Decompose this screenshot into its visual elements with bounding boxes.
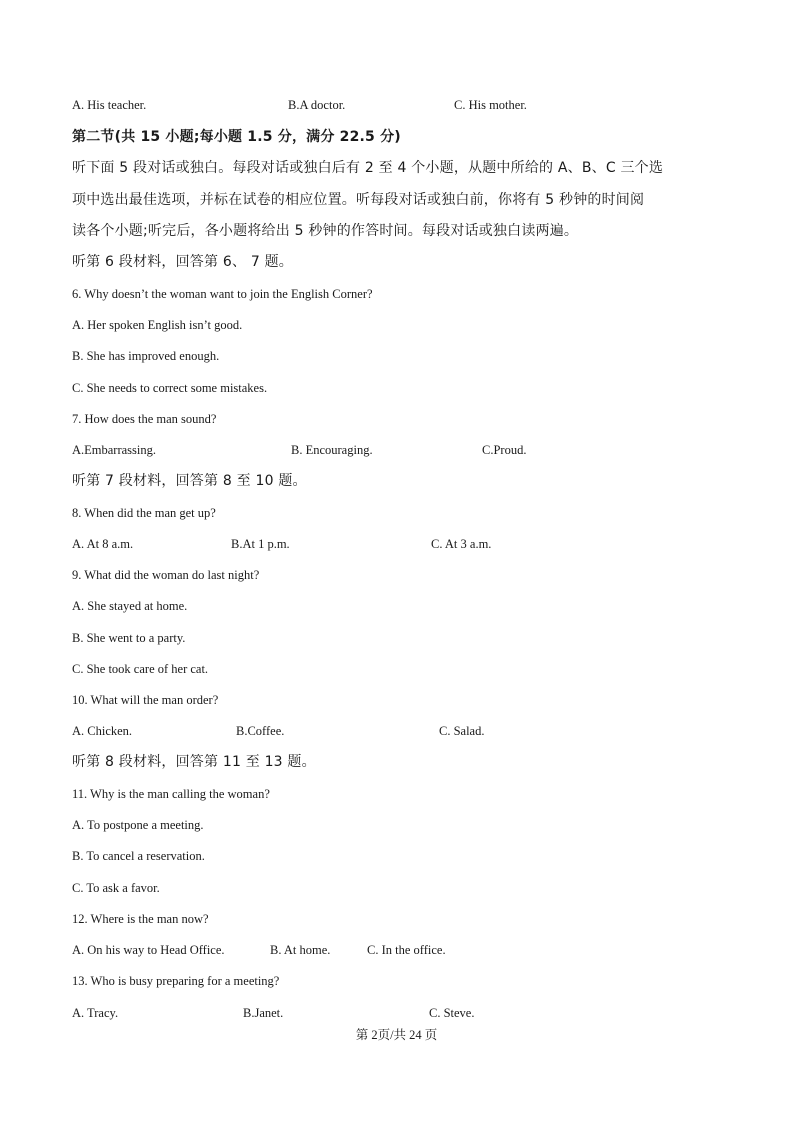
q8-option-b: B.At 1 p.m. bbox=[231, 537, 290, 551]
q8-option-a: A. At 8 a.m. bbox=[72, 537, 134, 551]
q7-option-b: B. Encouraging. bbox=[291, 443, 373, 457]
q11-option-b: B. To cancel a reservation. bbox=[72, 849, 205, 863]
page-footer: 第 2页/共 24 页 bbox=[355, 1028, 438, 1042]
q10-stem: 10. What will the man order? bbox=[72, 693, 219, 707]
q11-option-a: A. To postpone a meeting. bbox=[72, 818, 204, 832]
q7-option-c: C.Proud. bbox=[482, 443, 527, 457]
q13-stem: 13. Who is busy preparing for a meeting? bbox=[72, 974, 280, 988]
q6-stem: 6. Why doesn’t the woman want to join the English Corner? bbox=[72, 287, 373, 301]
q9-option-b: B. She went to a party. bbox=[72, 631, 186, 645]
q10-option-b: B.Coffee. bbox=[236, 724, 285, 738]
instructions-line-1: 听下面 5 段对话或独白。每段对话或独白后有 2 至 4 个小题，从题中所给的 A、B、C 三个选 bbox=[72, 160, 664, 176]
q9-stem: 9. What did the woman do last night? bbox=[72, 568, 260, 582]
q12-stem: 12. Where is the man now? bbox=[72, 912, 209, 926]
q9-option-a: A. She stayed at home. bbox=[72, 599, 188, 613]
q12-option-c: C. In the office. bbox=[367, 943, 446, 957]
q12-option-a: A. On his way to Head Office. bbox=[72, 943, 225, 957]
section-heading: 第二节(共 15 小题;每小题 1.5 分，满分 22.5 分) bbox=[72, 129, 401, 145]
q11-option-c: C. To ask a favor. bbox=[72, 881, 160, 895]
q13-option-b: B.Janet. bbox=[243, 1006, 284, 1020]
group-8-heading: 听第 8 段材料，回答第 11 至 13 题。 bbox=[72, 754, 316, 770]
q7-stem: 7. How does the man sound? bbox=[72, 412, 217, 426]
instructions-line-2: 项中选出最佳选项，并标在试卷的相应位置。听每段对话或独白前，你将有 5 秒钟的时间阅 bbox=[72, 192, 645, 208]
q12-option-b: B. At home. bbox=[270, 943, 331, 957]
q8-option-c: C. At 3 a.m. bbox=[431, 537, 492, 551]
group-7-heading: 听第 7 段材料，回答第 8 至 10 题。 bbox=[72, 473, 307, 489]
q7-option-a: A.Embarrassing. bbox=[72, 443, 157, 457]
q5-option-b: B.A doctor. bbox=[288, 98, 346, 112]
q11-stem: 11. Why is the man calling the woman? bbox=[72, 787, 270, 801]
q6-option-c: C. She needs to correct some mistakes. bbox=[72, 381, 268, 395]
q9-option-c: C. She took care of her cat. bbox=[72, 662, 209, 676]
q5-option-c: C. His mother. bbox=[454, 98, 527, 112]
q6-option-a: A. Her spoken English isn’t good. bbox=[72, 318, 243, 332]
q13-option-a: A. Tracy. bbox=[72, 1006, 119, 1020]
q10-option-c: C. Salad. bbox=[439, 724, 485, 738]
q10-option-a: A. Chicken. bbox=[72, 724, 133, 738]
q5-option-a: A. His teacher. bbox=[72, 98, 147, 112]
q6-option-b: B. She has improved enough. bbox=[72, 349, 220, 363]
q13-option-c: C. Steve. bbox=[429, 1006, 475, 1020]
q8-stem: 8. When did the man get up? bbox=[72, 506, 216, 520]
instructions-line-3: 读各个小题;听完后，各小题将给出 5 秒钟的作答时间。每段对话或独白读两遍。 bbox=[72, 223, 579, 239]
group-6-heading: 听第 6 段材料，回答第 6、 7 题。 bbox=[72, 254, 293, 270]
